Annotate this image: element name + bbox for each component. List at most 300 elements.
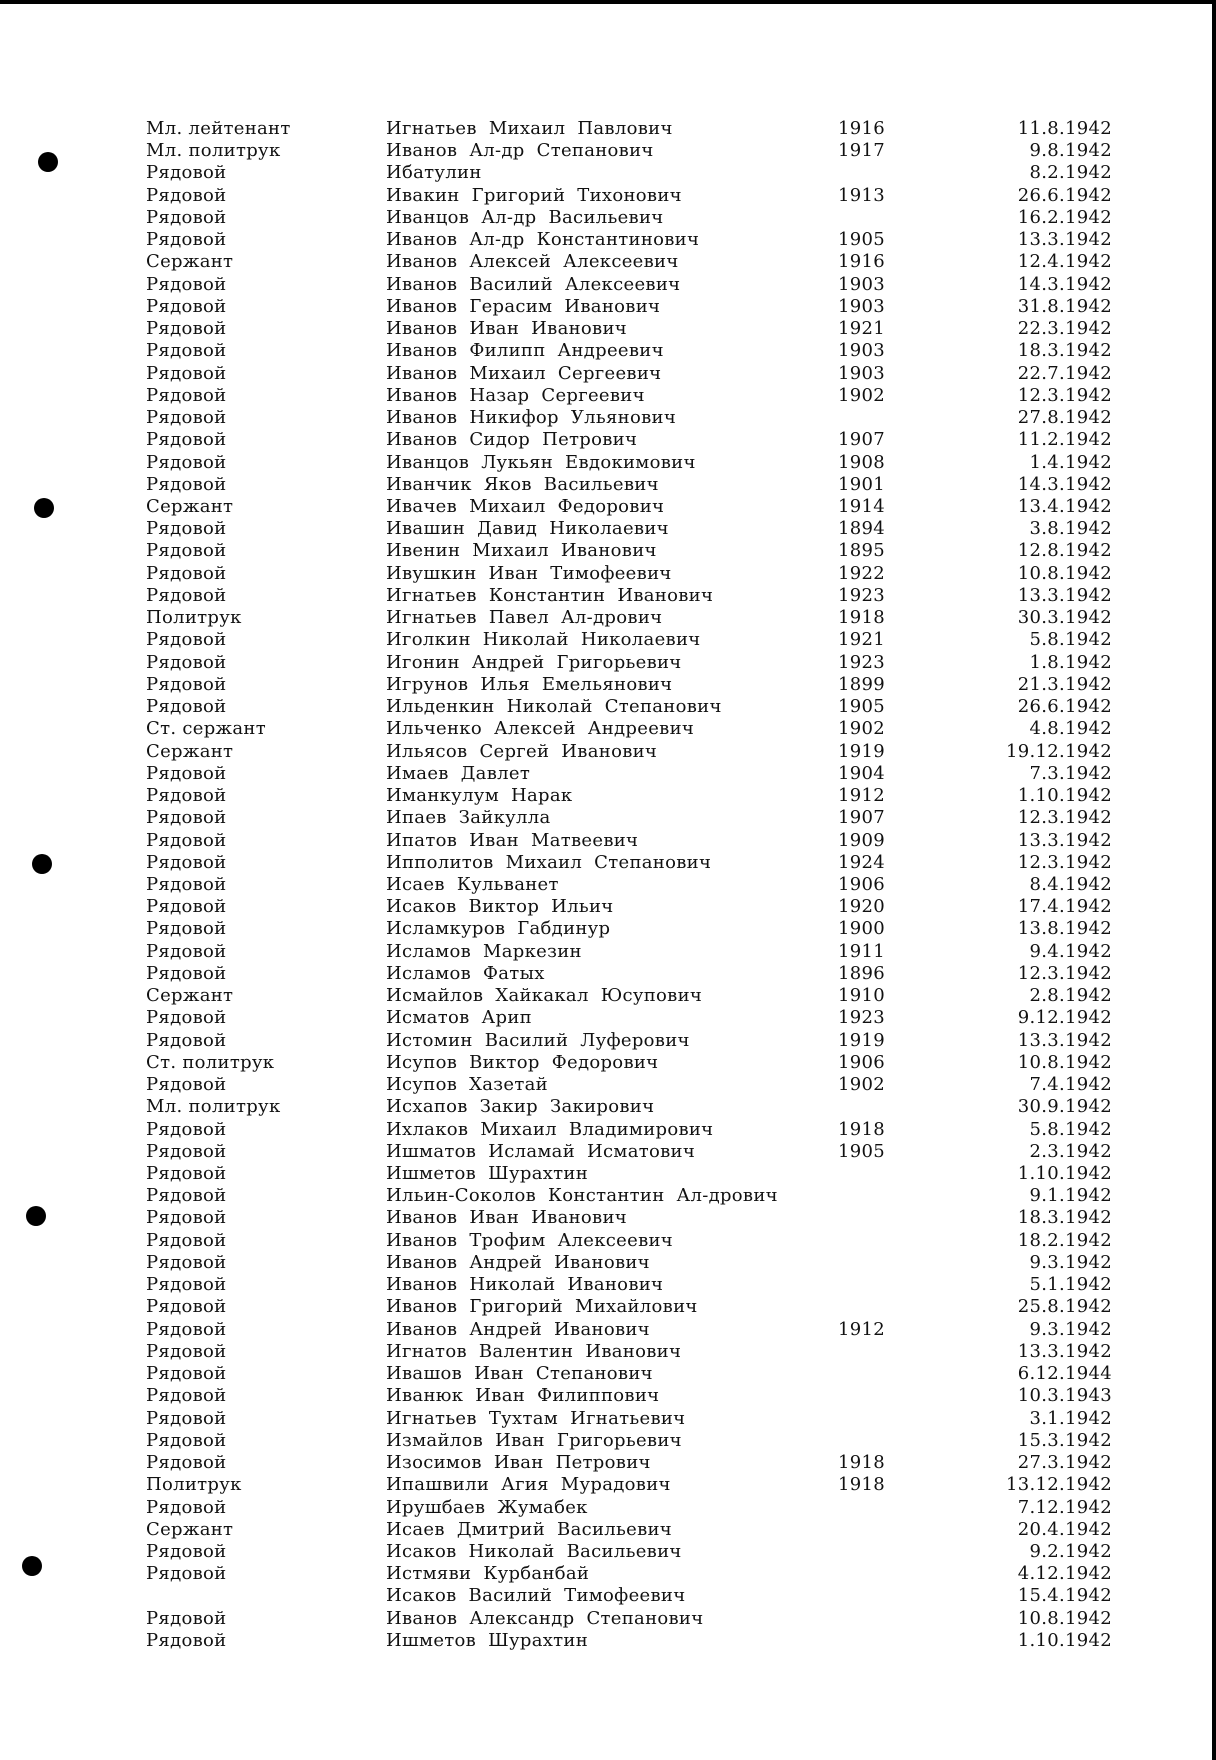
name-cell: Игнатьев Михаил Павлович bbox=[386, 118, 673, 139]
birth-year-cell: 1923 bbox=[838, 584, 886, 606]
rank-cell: Рядовой bbox=[146, 1629, 227, 1651]
name-cell: Иванов Василий Алексеевич bbox=[386, 273, 681, 295]
list-row bbox=[0, 741, 1212, 763]
date-cell: 11.2.1942 bbox=[1017, 429, 1112, 451]
list-row bbox=[0, 540, 1212, 562]
name-cell: Ипполитов Михаил Степанович bbox=[386, 851, 712, 873]
rank-cell: Ст. политрук bbox=[146, 1051, 275, 1073]
list-row bbox=[0, 1074, 1212, 1096]
list-row bbox=[0, 1007, 1212, 1029]
date-cell: 12.4.1942 bbox=[1017, 251, 1112, 273]
list-row bbox=[0, 296, 1212, 318]
name-cell: Исаев Кульванет bbox=[386, 873, 559, 895]
date-cell: 12.3.1942 bbox=[1017, 851, 1112, 873]
rank-cell: Рядовой bbox=[146, 696, 227, 718]
list-row bbox=[0, 251, 1212, 273]
birth-year-cell: 1903 bbox=[838, 340, 886, 362]
birth-year-cell: 1913 bbox=[838, 184, 886, 206]
rank-cell: Рядовой bbox=[146, 162, 227, 184]
rank-cell: Рядовой bbox=[146, 1207, 227, 1229]
rank-cell: Рядовой bbox=[146, 1296, 227, 1318]
list-row bbox=[0, 1385, 1212, 1407]
rank-cell: Рядовой bbox=[146, 1563, 227, 1585]
name-cell: Иванов Трофим Алексеевич bbox=[386, 1229, 674, 1251]
date-cell: 21.3.1942 bbox=[1017, 673, 1112, 695]
date-cell: 26.6.1942 bbox=[1017, 184, 1112, 206]
date-cell: 30.3.1942 bbox=[1017, 607, 1112, 629]
date-cell: 1.4.1942 bbox=[1029, 451, 1112, 473]
list-row bbox=[0, 1252, 1212, 1274]
name-cell: Игнатьев Тухтам Игнатьевич bbox=[386, 1407, 686, 1429]
name-cell: Исупов Виктор Федорович bbox=[386, 1051, 659, 1073]
list-row bbox=[0, 318, 1212, 340]
date-cell: 2.8.1942 bbox=[1029, 985, 1112, 1007]
name-cell: Иванов Алексей Алексеевич bbox=[386, 251, 679, 273]
name-cell: Иванов Ал-др Константинович bbox=[386, 229, 700, 251]
name-cell: Ипатов Иван Матвеевич bbox=[386, 829, 639, 851]
birth-year-cell: 1916 bbox=[838, 251, 886, 273]
name-cell: Иванов Андрей Иванович bbox=[386, 1251, 650, 1273]
birth-year-cell: 1905 bbox=[838, 696, 886, 718]
date-cell: 16.2.1942 bbox=[1017, 206, 1112, 228]
rank-cell: Рядовой bbox=[146, 206, 227, 228]
birth-year-cell: 1907 bbox=[838, 429, 886, 451]
list-row bbox=[0, 1408, 1212, 1430]
date-cell: 13.3.1942 bbox=[1017, 229, 1112, 251]
birth-year-cell: 1902 bbox=[838, 384, 886, 406]
name-cell: Исмайлов Хайкакал Юсупович bbox=[386, 985, 703, 1007]
name-cell: Иванов Александр Степанович bbox=[386, 1607, 704, 1629]
birth-year-cell: 1899 bbox=[838, 673, 886, 695]
list-row bbox=[0, 340, 1212, 362]
name-cell: Иванцов Ал-др Васильевич bbox=[386, 206, 664, 228]
birth-year-cell: 1903 bbox=[838, 362, 886, 384]
birth-year-cell: 1912 bbox=[838, 1318, 886, 1340]
rank-cell: Рядовой bbox=[146, 629, 227, 651]
list-row bbox=[0, 452, 1212, 474]
date-cell: 10.8.1942 bbox=[1017, 1607, 1112, 1629]
name-cell: Иголкин Николай Николаевич bbox=[386, 629, 701, 651]
list-row bbox=[0, 1207, 1212, 1229]
name-cell: Иванов Никифор Ульянович bbox=[386, 407, 677, 429]
rank-cell: Рядовой bbox=[146, 1496, 227, 1518]
list-row bbox=[0, 385, 1212, 407]
rank-cell: Рядовой bbox=[146, 584, 227, 606]
birth-year-cell: 1911 bbox=[838, 940, 886, 962]
name-cell: Истомин Василий Луферович bbox=[386, 1029, 690, 1051]
date-cell: 15.4.1942 bbox=[1017, 1585, 1112, 1607]
list-row bbox=[0, 963, 1212, 985]
name-cell: Исламов Маркезин bbox=[386, 940, 582, 962]
name-cell: Измайлов Иван Григорьевич bbox=[386, 1429, 682, 1451]
date-cell: 18.2.1942 bbox=[1017, 1229, 1112, 1251]
list-row bbox=[0, 918, 1212, 940]
list-row bbox=[0, 674, 1212, 696]
rank-cell: Сержант bbox=[146, 1518, 234, 1540]
name-cell: Ивашин Давид Николаевич bbox=[386, 518, 669, 540]
rank-cell: Рядовой bbox=[146, 1007, 227, 1029]
date-cell: 13.12.1942 bbox=[1005, 1474, 1112, 1496]
date-cell: 11.8.1942 bbox=[1017, 118, 1112, 139]
birth-year-cell: 1918 bbox=[838, 1118, 886, 1140]
list-row bbox=[0, 1274, 1212, 1296]
document-page bbox=[0, 4, 1212, 1760]
date-cell: 13.3.1942 bbox=[1017, 584, 1112, 606]
rank-cell: Рядовой bbox=[146, 785, 227, 807]
rank-cell: Мл. политрук bbox=[146, 140, 281, 162]
rank-cell: Рядовой bbox=[146, 407, 227, 429]
date-cell: 12.8.1942 bbox=[1017, 540, 1112, 562]
rank-cell: Рядовой bbox=[146, 673, 227, 695]
date-cell: 14.3.1942 bbox=[1017, 473, 1112, 495]
name-cell: Ихлаков Михаил Владимирович bbox=[386, 1118, 714, 1140]
list-row bbox=[0, 474, 1212, 496]
name-cell: Игнатов Валентин Иванович bbox=[386, 1340, 682, 1362]
birth-year-cell: 1902 bbox=[838, 718, 886, 740]
rank-cell: Политрук bbox=[146, 607, 242, 629]
name-cell: Ивачев Михаил Федорович bbox=[386, 495, 665, 517]
date-cell: 10.8.1942 bbox=[1017, 1051, 1112, 1073]
name-cell: Истмяви Курбанбай bbox=[386, 1563, 590, 1585]
date-cell: 14.3.1942 bbox=[1017, 273, 1112, 295]
list-row bbox=[0, 1541, 1212, 1563]
scan-border bbox=[1212, 0, 1216, 1760]
name-cell: Исламкуров Габдинур bbox=[386, 918, 611, 940]
rank-cell: Рядовой bbox=[146, 1274, 227, 1296]
list-row bbox=[0, 830, 1212, 852]
name-cell: Иванов Михаил Сергеевич bbox=[386, 362, 662, 384]
date-cell: 9.1.1942 bbox=[1029, 1185, 1112, 1207]
date-cell: 2.3.1942 bbox=[1029, 1140, 1112, 1162]
list-row bbox=[0, 207, 1212, 229]
name-cell: Иванов Герасим Иванович bbox=[386, 295, 661, 317]
rank-cell: Рядовой bbox=[146, 851, 227, 873]
list-row bbox=[0, 274, 1212, 296]
name-cell: Исаев Дмитрий Васильевич bbox=[386, 1518, 673, 1540]
name-cell: Исаков Николай Васильевич bbox=[386, 1541, 682, 1562]
rank-cell: Рядовой bbox=[146, 1429, 227, 1451]
rank-cell: Рядовой bbox=[146, 384, 227, 406]
list-row bbox=[0, 763, 1212, 785]
list-row bbox=[0, 1163, 1212, 1185]
birth-year-cell: 1905 bbox=[838, 229, 886, 251]
list-row bbox=[0, 1519, 1212, 1541]
birth-year-cell: 1905 bbox=[838, 1140, 886, 1162]
birth-year-cell: 1900 bbox=[838, 918, 886, 940]
rank-cell: Рядовой bbox=[146, 184, 227, 206]
date-cell: 12.3.1942 bbox=[1017, 807, 1112, 829]
rank-cell: Рядовой bbox=[146, 807, 227, 829]
date-cell: 4.12.1942 bbox=[1017, 1563, 1112, 1585]
list-row bbox=[0, 874, 1212, 896]
name-cell: Иванюк Иван Филиппович bbox=[386, 1385, 660, 1407]
list-row bbox=[0, 1185, 1212, 1207]
list-row bbox=[0, 363, 1212, 385]
list-row bbox=[0, 807, 1212, 829]
rank-cell: Рядовой bbox=[146, 473, 227, 495]
date-cell: 12.3.1942 bbox=[1017, 384, 1112, 406]
name-cell: Ипашвили Агия Мурадович bbox=[386, 1474, 671, 1496]
list-row bbox=[0, 696, 1212, 718]
birth-year-cell: 1901 bbox=[838, 473, 886, 495]
date-cell: 27.3.1942 bbox=[1017, 1452, 1112, 1474]
rank-cell: Рядовой bbox=[146, 1251, 227, 1273]
birth-year-cell: 1918 bbox=[838, 1452, 886, 1474]
date-cell: 17.4.1942 bbox=[1017, 896, 1112, 918]
birth-year-cell: 1903 bbox=[838, 295, 886, 317]
name-cell: Ивенин Михаил Иванович bbox=[386, 540, 657, 562]
list-row bbox=[0, 1030, 1212, 1052]
list-row bbox=[0, 429, 1212, 451]
name-cell: Иванов Андрей Иванович bbox=[386, 1318, 650, 1340]
birth-year-cell: 1914 bbox=[838, 495, 886, 517]
list-row bbox=[0, 1119, 1212, 1141]
rank-cell: Рядовой bbox=[146, 1185, 227, 1207]
list-row bbox=[0, 1608, 1212, 1630]
rank-cell: Рядовой bbox=[146, 1118, 227, 1140]
birth-year-cell: 1923 bbox=[838, 1007, 886, 1029]
list-row bbox=[0, 118, 1212, 140]
birth-year-cell: 1918 bbox=[838, 1474, 886, 1496]
birth-year-cell: 1902 bbox=[838, 1074, 886, 1096]
date-cell: 25.8.1942 bbox=[1017, 1296, 1112, 1318]
birth-year-cell: 1894 bbox=[838, 518, 886, 540]
list-row bbox=[0, 1497, 1212, 1519]
list-row bbox=[0, 1052, 1212, 1074]
rank-cell: Рядовой bbox=[146, 1541, 227, 1562]
rank-cell: Рядовой bbox=[146, 1452, 227, 1474]
name-cell: Ильченко Алексей Андреевич bbox=[386, 718, 695, 740]
rank-cell: Рядовой bbox=[146, 1229, 227, 1251]
list-row bbox=[0, 140, 1212, 162]
rank-cell: Рядовой bbox=[146, 562, 227, 584]
rank-cell: Рядовой bbox=[146, 762, 227, 784]
name-cell: Иванов Филипп Андреевич bbox=[386, 340, 664, 362]
birth-year-cell: 1919 bbox=[838, 1029, 886, 1051]
list-row bbox=[0, 629, 1212, 651]
rank-cell: Рядовой bbox=[146, 896, 227, 918]
list-row bbox=[0, 407, 1212, 429]
birth-year-cell: 1923 bbox=[838, 651, 886, 673]
list-row bbox=[0, 985, 1212, 1007]
date-cell: 8.4.1942 bbox=[1029, 873, 1112, 895]
name-cell: Исаков Василий Тимофеевич bbox=[386, 1585, 686, 1607]
list-row bbox=[0, 1563, 1212, 1585]
rank-cell: Ст. сержант bbox=[146, 718, 266, 740]
name-cell: Иванов Назар Сергеевич bbox=[386, 384, 645, 406]
name-cell: Изосимов Иван Петрович bbox=[386, 1452, 651, 1474]
date-cell: 5.8.1942 bbox=[1029, 1118, 1112, 1140]
list-row bbox=[0, 1430, 1212, 1452]
name-cell: Исматов Арип bbox=[386, 1007, 532, 1029]
name-cell: Игнатьев Павел Ал-дрович bbox=[386, 607, 663, 629]
birth-year-cell: 1921 bbox=[838, 318, 886, 340]
name-cell: Ильденкин Николай Степанович bbox=[386, 696, 722, 718]
rank-cell: Рядовой bbox=[146, 518, 227, 540]
birth-year-cell: 1909 bbox=[838, 829, 886, 851]
date-cell: 20.4.1942 bbox=[1017, 1518, 1112, 1540]
name-cell: Ишметов Шурахтин bbox=[386, 1629, 589, 1651]
name-cell: Исламов Фатых bbox=[386, 962, 545, 984]
casualty-list bbox=[0, 118, 1212, 1652]
date-cell: 9.2.1942 bbox=[1029, 1541, 1112, 1562]
name-cell: Ивакин Григорий Тихонович bbox=[386, 184, 682, 206]
rank-cell: Рядовой bbox=[146, 229, 227, 251]
date-cell: 19.12.1942 bbox=[1005, 740, 1112, 762]
birth-year-cell: 1921 bbox=[838, 629, 886, 651]
date-cell: 31.8.1942 bbox=[1017, 295, 1112, 317]
date-cell: 27.8.1942 bbox=[1017, 407, 1112, 429]
list-row bbox=[0, 941, 1212, 963]
birth-year-cell: 1918 bbox=[838, 607, 886, 629]
list-row bbox=[0, 718, 1212, 740]
birth-year-cell: 1920 bbox=[838, 896, 886, 918]
date-cell: 22.3.1942 bbox=[1017, 318, 1112, 340]
name-cell: Ипаев Зайкулла bbox=[386, 807, 551, 829]
name-cell: Иванчик Яков Васильевич bbox=[386, 473, 659, 495]
name-cell: Иванов Григорий Михайлович bbox=[386, 1296, 698, 1318]
birth-year-cell: 1908 bbox=[838, 451, 886, 473]
name-cell: Ибатулин bbox=[386, 162, 482, 184]
birth-year-cell: 1922 bbox=[838, 562, 886, 584]
birth-year-cell: 1906 bbox=[838, 1051, 886, 1073]
list-row bbox=[0, 785, 1212, 807]
rank-cell: Рядовой bbox=[146, 1607, 227, 1629]
list-row bbox=[0, 1363, 1212, 1385]
rank-cell: Рядовой bbox=[146, 1407, 227, 1429]
list-row bbox=[0, 1585, 1212, 1607]
rank-cell: Рядовой bbox=[146, 962, 227, 984]
rank-cell: Сержант bbox=[146, 740, 234, 762]
date-cell: 6.12.1944 bbox=[1017, 1363, 1112, 1385]
rank-cell: Рядовой bbox=[146, 451, 227, 473]
rank-cell: Рядовой bbox=[146, 1163, 227, 1185]
rank-cell: Рядовой bbox=[146, 1318, 227, 1340]
rank-cell: Мл. лейтенант bbox=[146, 118, 291, 139]
list-row bbox=[0, 1230, 1212, 1252]
name-cell: Ишметов Шурахтин bbox=[386, 1163, 589, 1185]
birth-year-cell: 1916 bbox=[838, 118, 886, 139]
name-cell: Ильясов Сергей Иванович bbox=[386, 740, 658, 762]
date-cell: 1.10.1942 bbox=[1017, 785, 1112, 807]
name-cell: Игонин Андрей Григорьевич bbox=[386, 651, 682, 673]
date-cell: 10.3.1943 bbox=[1017, 1385, 1112, 1407]
list-row bbox=[0, 1319, 1212, 1341]
name-cell: Ивушкин Иван Тимофеевич bbox=[386, 562, 672, 584]
name-cell: Иванов Николай Иванович bbox=[386, 1274, 664, 1296]
list-row bbox=[0, 229, 1212, 251]
list-row bbox=[0, 1141, 1212, 1163]
date-cell: 8.2.1942 bbox=[1029, 162, 1112, 184]
rank-cell: Рядовой bbox=[146, 273, 227, 295]
rank-cell: Рядовой bbox=[146, 1363, 227, 1385]
list-row bbox=[0, 652, 1212, 674]
rank-cell: Политрук bbox=[146, 1474, 242, 1496]
rank-cell: Рядовой bbox=[146, 362, 227, 384]
date-cell: 18.3.1942 bbox=[1017, 340, 1112, 362]
date-cell: 30.9.1942 bbox=[1017, 1096, 1112, 1118]
date-cell: 7.4.1942 bbox=[1029, 1074, 1112, 1096]
name-cell: Ивашов Иван Степанович bbox=[386, 1363, 653, 1385]
name-cell: Игнатьев Константин Иванович bbox=[386, 584, 714, 606]
rank-cell: Рядовой bbox=[146, 1385, 227, 1407]
rank-cell: Рядовой bbox=[146, 873, 227, 895]
date-cell: 7.12.1942 bbox=[1017, 1496, 1112, 1518]
date-cell: 1.8.1942 bbox=[1029, 651, 1112, 673]
date-cell: 13.3.1942 bbox=[1017, 1340, 1112, 1362]
date-cell: 9.3.1942 bbox=[1029, 1251, 1112, 1273]
rank-cell: Рядовой bbox=[146, 1140, 227, 1162]
name-cell: Иванцов Лукьян Евдокимович bbox=[386, 451, 696, 473]
name-cell: Ирушбаев Жумабек bbox=[386, 1496, 588, 1518]
rank-cell: Рядовой bbox=[146, 918, 227, 940]
name-cell: Игрунов Илья Емельянович bbox=[386, 673, 673, 695]
list-row bbox=[0, 185, 1212, 207]
birth-year-cell: 1906 bbox=[838, 873, 886, 895]
rank-cell: Рядовой bbox=[146, 295, 227, 317]
list-row bbox=[0, 585, 1212, 607]
rank-cell: Мл. политрук bbox=[146, 1096, 281, 1118]
date-cell: 13.8.1942 bbox=[1017, 918, 1112, 940]
rank-cell: Рядовой bbox=[146, 651, 227, 673]
date-cell: 7.3.1942 bbox=[1029, 762, 1112, 784]
date-cell: 5.1.1942 bbox=[1029, 1274, 1112, 1296]
rank-cell: Рядовой bbox=[146, 540, 227, 562]
rank-cell: Рядовой bbox=[146, 1029, 227, 1051]
list-row bbox=[0, 496, 1212, 518]
list-row bbox=[0, 1474, 1212, 1496]
name-cell: Иванов Иван Иванович bbox=[386, 318, 627, 340]
date-cell: 5.8.1942 bbox=[1029, 629, 1112, 651]
birth-year-cell: 1907 bbox=[838, 807, 886, 829]
list-row bbox=[0, 563, 1212, 585]
list-row bbox=[0, 1452, 1212, 1474]
rank-cell: Рядовой bbox=[146, 829, 227, 851]
date-cell: 3.1.1942 bbox=[1029, 1407, 1112, 1429]
list-row bbox=[0, 896, 1212, 918]
date-cell: 4.8.1942 bbox=[1029, 718, 1112, 740]
birth-year-cell: 1895 bbox=[838, 540, 886, 562]
date-cell: 26.6.1942 bbox=[1017, 696, 1112, 718]
date-cell: 13.4.1942 bbox=[1017, 495, 1112, 517]
date-cell: 1.10.1942 bbox=[1017, 1163, 1112, 1185]
date-cell: 13.3.1942 bbox=[1017, 1029, 1112, 1051]
list-row bbox=[0, 1341, 1212, 1363]
name-cell: Иванов Сидор Петрович bbox=[386, 429, 638, 451]
rank-cell: Рядовой bbox=[146, 940, 227, 962]
birth-year-cell: 1896 bbox=[838, 962, 886, 984]
rank-cell: Рядовой bbox=[146, 318, 227, 340]
date-cell: 9.8.1942 bbox=[1029, 140, 1112, 162]
date-cell: 3.8.1942 bbox=[1029, 518, 1112, 540]
list-row bbox=[0, 1630, 1212, 1652]
birth-year-cell: 1912 bbox=[838, 785, 886, 807]
name-cell: Исхапов Закир Закирович bbox=[386, 1096, 655, 1118]
name-cell: Иванов Иван Иванович bbox=[386, 1207, 627, 1229]
date-cell: 9.3.1942 bbox=[1029, 1318, 1112, 1340]
birth-year-cell: 1904 bbox=[838, 762, 886, 784]
rank-cell: Сержант bbox=[146, 985, 234, 1007]
name-cell: Ишматов Исламай Исматович bbox=[386, 1140, 696, 1162]
rank-cell: Сержант bbox=[146, 495, 234, 517]
date-cell: 18.3.1942 bbox=[1017, 1207, 1112, 1229]
list-row bbox=[0, 607, 1212, 629]
date-cell: 22.7.1942 bbox=[1017, 362, 1112, 384]
date-cell: 12.3.1942 bbox=[1017, 962, 1112, 984]
name-cell: Исаков Виктор Ильич bbox=[386, 896, 614, 918]
name-cell: Иванов Ал-др Степанович bbox=[386, 140, 654, 162]
list-row bbox=[0, 852, 1212, 874]
